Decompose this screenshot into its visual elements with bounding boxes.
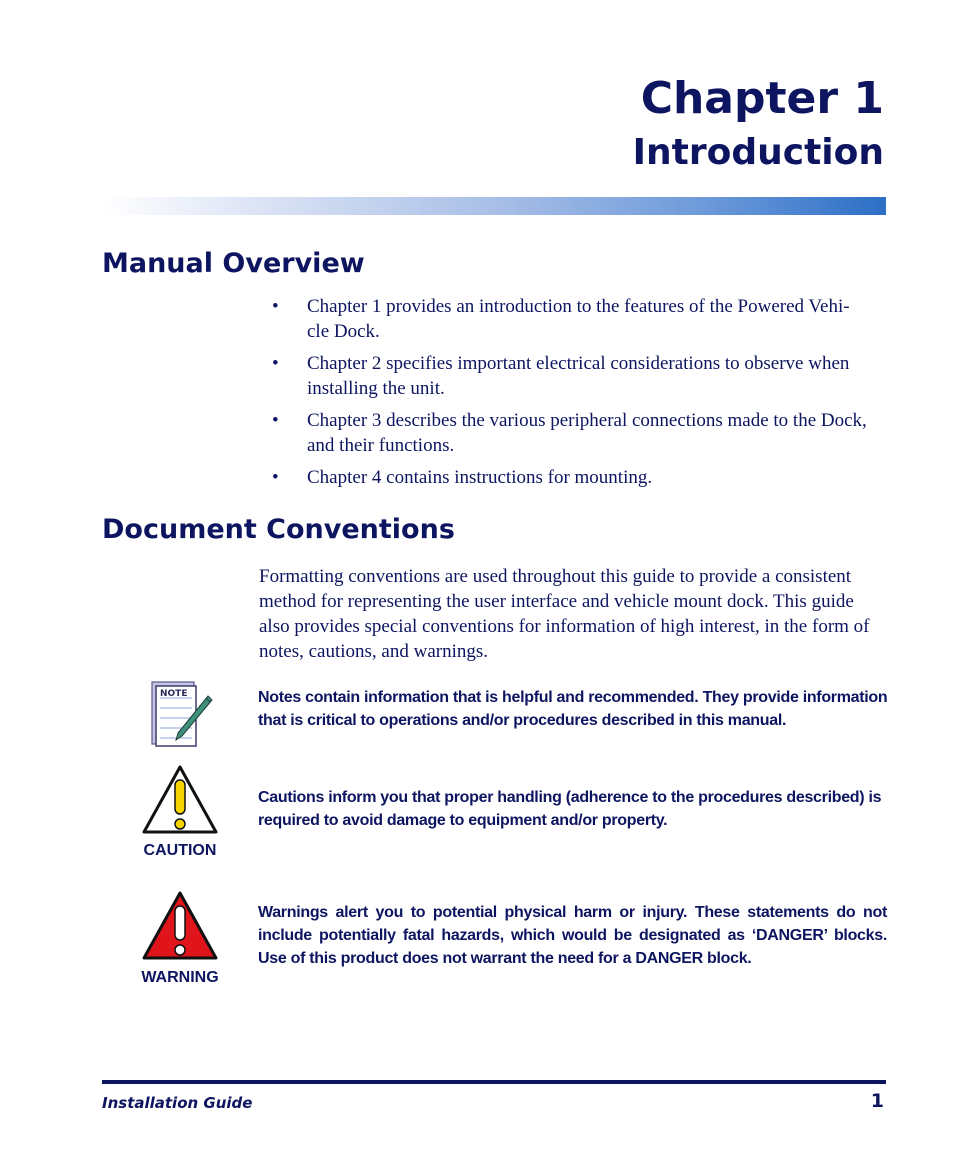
bullet-marker: • — [272, 296, 279, 317]
list-item — [272, 294, 892, 344]
manual-overview-list — [272, 294, 892, 497]
footer-page-number: 1 — [870, 1090, 884, 1112]
bullet-marker: • — [272, 467, 279, 488]
footer-document-title: Installation Guide — [102, 1094, 253, 1112]
caution-icon — [141, 764, 219, 836]
warning-label: WARNING — [141, 969, 219, 986]
warning-icon — [141, 890, 219, 962]
bullet-marker: • — [272, 353, 279, 374]
caution-text: Cautions inform you that proper handling (adherence to the procedures described) is required to avoid damage to equipment and/or property. — [258, 789, 882, 829]
caution-label: CAUTION — [143, 842, 217, 859]
list-item-text: Chapter 2 specifies important electrical considerations to observe when installing the unit. — [307, 353, 850, 399]
warning-text: Warnings alert you to potential physical harm or injury. These statements do not include potentially fatal hazards, which would be designated as ‘DANGER’ blocks. Use of this product does not warrant the need for a DANGER block. — [258, 904, 887, 967]
chapter-gradient-bar — [102, 197, 886, 215]
document-conventions-intro: Formatting conventions are used throughout this guide to provide a consistent method for representing the user interface and vehicle mount dock. This guide also provides special conventions for information of high interest, in the form of notes, cautions, and warnings. — [259, 566, 870, 662]
list-item — [272, 351, 892, 401]
list-item — [272, 408, 892, 458]
note-icon — [146, 678, 214, 750]
chapter-title: Introduction — [632, 132, 884, 173]
section-heading-document-conventions: Document Conventions — [102, 514, 455, 545]
chapter-number: Chapter 1 — [640, 73, 884, 124]
list-item-text: Chapter 1 provides an introduction to the features of the Powered Vehi- cle Dock. — [307, 296, 850, 342]
footer-rule — [102, 1080, 886, 1084]
list-item-text: Chapter 4 contains instructions for mounting. — [307, 467, 653, 488]
list-item-text: Chapter 3 describes the various peripheral connections made to the Dock, and their functions. — [307, 410, 867, 456]
section-heading-manual-overview: Manual Overview — [102, 248, 365, 279]
bullet-marker: • — [272, 410, 279, 431]
list-item — [272, 465, 892, 490]
note-text: Notes contain information that is helpful and recommended. They provide information that is critical to operations and/or procedures described in this manual. — [258, 689, 888, 729]
note-icon-text: NOTE — [160, 689, 188, 699]
